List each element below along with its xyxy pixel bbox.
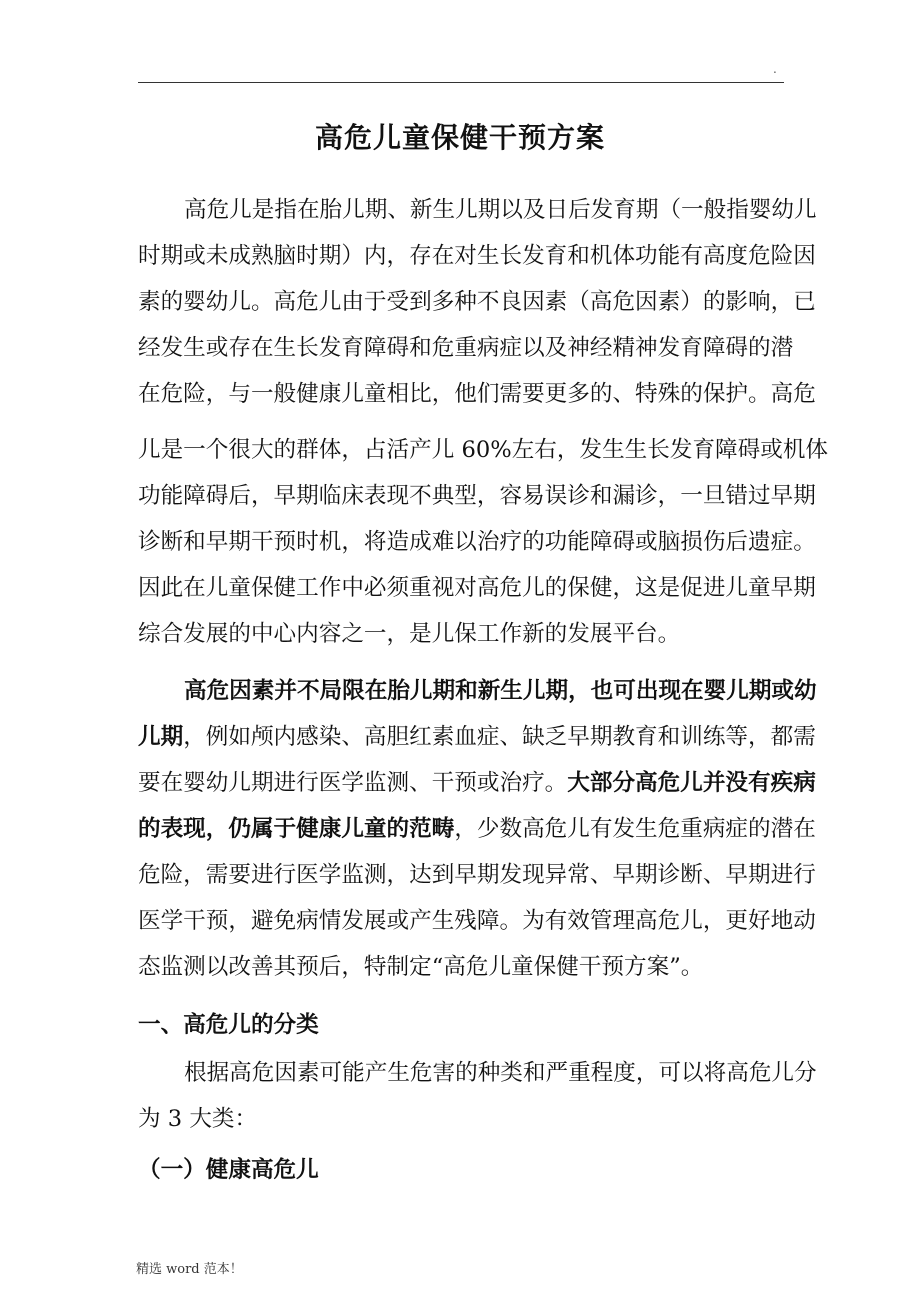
paragraph-1-line: 经发生或存在生长发育障碍和危重病症以及神经精神发育障碍的潜 bbox=[138, 335, 794, 361]
paragraph-1-line: 时期或未成熟脑时期）内，存在对生长发育和机体功能有高度危险因 bbox=[138, 243, 816, 269]
page-title: 高危儿童保健干预方案 bbox=[314, 121, 605, 154]
bold-text: 大部分高危儿并没有疾病 bbox=[567, 770, 816, 796]
paragraph-1-line: 综合发展的中心内容之一，是儿保工作新的发展平台。 bbox=[138, 621, 681, 647]
paragraph-2-line bbox=[138, 814, 816, 844]
paragraph-1-line: 在危险，与一般健康儿童相比，他们需要更多的、特殊的保护。高危 bbox=[138, 381, 816, 407]
bold-text: 的表现，仍属于健康儿童的范畴 bbox=[138, 816, 455, 842]
paragraph-1-line: 高危儿是指在胎儿期、新生儿期以及日后发育期（一般指婴幼儿 bbox=[184, 197, 817, 223]
paragraph-1-line: 功能障碍后，早期临床表现不典型，容易误诊和漏诊，一旦错过早期 bbox=[138, 483, 816, 509]
paragraph-2-line: 危险，需要进行医学监测，达到早期发现异常、早期诊断、早期进行 bbox=[138, 862, 816, 888]
footer-text: 精选 word 范本！ bbox=[136, 1262, 243, 1277]
bold-text: 儿期 bbox=[138, 724, 184, 750]
paragraph-1-line: 因此在儿童保健工作中必须重视对高危儿的保健，这是促进儿童早期 bbox=[138, 575, 816, 601]
body-text: ，例如颅内感染、高胆红素血症、缺乏早期教育和训练等，都需 bbox=[183, 724, 816, 750]
paragraph-2-line: 医学干预，避免病情发展或产生残障。为有效管理高危儿，更好地动 bbox=[138, 908, 816, 934]
header-rule bbox=[138, 82, 784, 83]
paragraph-2-line bbox=[138, 722, 816, 752]
paragraph-1-line: 儿是一个很大的群体，占活产儿 60%左右，发生生长发育障碍或机体 bbox=[138, 437, 829, 463]
paragraph-1-line: 素的婴幼儿。高危儿由于受到多种不良因素（高危因素）的影响，已 bbox=[138, 289, 816, 315]
body-text: 要在婴幼儿期进行医学监测、干预或治疗。 bbox=[138, 770, 568, 796]
body-text: ，少数高危儿有发生危重病症的潜在 bbox=[454, 816, 816, 842]
paragraph-3-line: 为 3 大类： bbox=[138, 1106, 258, 1132]
paragraph-2-line bbox=[138, 768, 816, 798]
paragraph-2-line: 态监测以改善其预后，特制定“高危儿童保健干预方案”。 bbox=[138, 954, 704, 980]
paragraph-2-line: 高危因素并不局限在胎儿期和新生儿期，也可出现在婴儿期或幼 bbox=[184, 678, 817, 704]
subsection-heading: （一）健康高危儿 bbox=[138, 1157, 319, 1183]
paragraph-3-line: 根据高危因素可能产生危害的种类和严重程度，可以将高危儿分 bbox=[184, 1060, 817, 1086]
header-mark: . bbox=[773, 62, 777, 76]
paragraph-1-line: 诊断和早期干预时机，将造成难以治疗的功能障碍或脑损伤后遗症。 bbox=[138, 529, 816, 555]
section-heading: 一、高危儿的分类 bbox=[138, 1012, 319, 1038]
